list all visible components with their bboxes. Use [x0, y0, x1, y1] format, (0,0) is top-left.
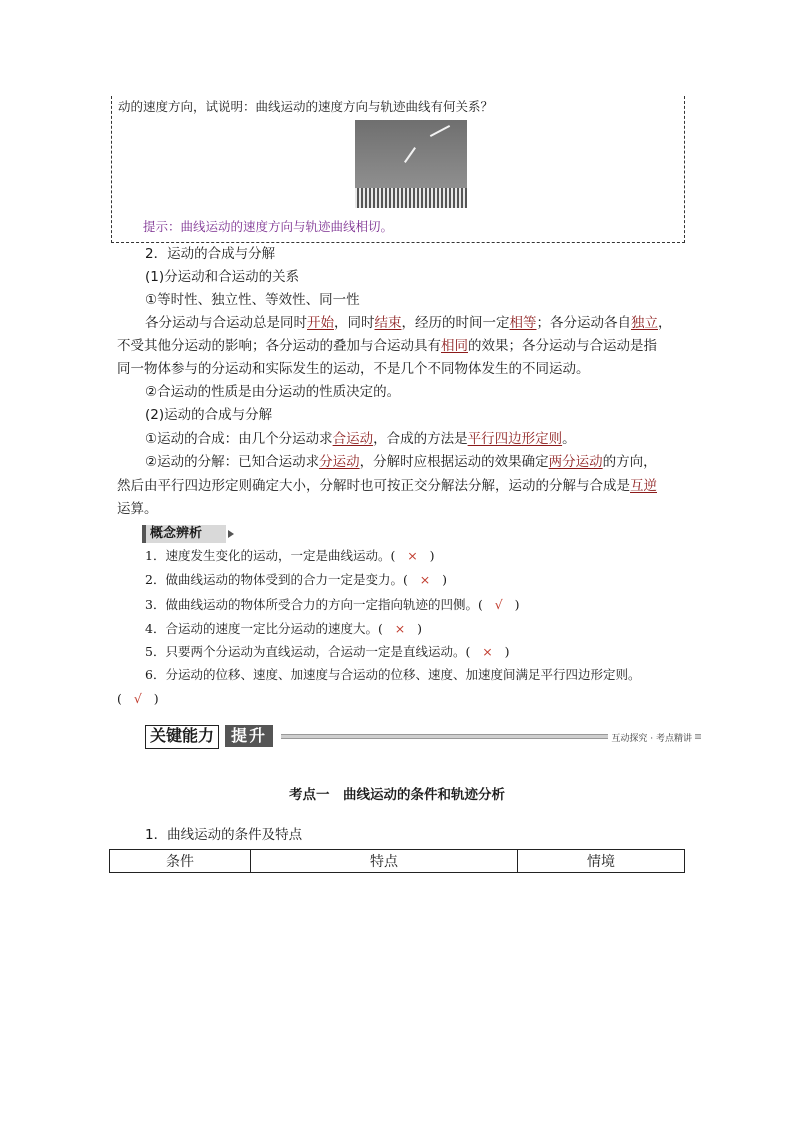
- decomposition-line: ②运动的分解：已知合运动求分运动，分解时应根据运动的效果确定两分运动的方向，: [145, 454, 657, 470]
- subheading-1: (1)分运动和合运动的关系: [145, 269, 300, 285]
- wrong-mark-icon: ×: [482, 644, 493, 659]
- concept-item: 5．只要两个分运动为直线运动，合运动一定是直线运动。( × ): [145, 644, 510, 659]
- section-heading: 2．运动的合成与分解: [145, 246, 276, 262]
- wrong-mark-icon: ×: [394, 621, 406, 636]
- concept-item: 1．速度发生变化的运动，一定是曲线运动。( × ): [145, 548, 435, 563]
- item-1: ①等时性、独立性、等效性、同一性: [145, 292, 360, 308]
- concept-item-6-answer: ( √ ): [117, 691, 159, 706]
- kaodian-title: 考点一 曲线运动的条件和轨迹分析: [289, 787, 505, 803]
- decomposition-line-3: 运算。: [117, 501, 158, 517]
- triangle-icon: [228, 530, 234, 538]
- concept-tag: 概念辨析: [142, 525, 226, 543]
- banner-highlight: 提升: [225, 725, 273, 747]
- table-header: 情境: [518, 850, 685, 873]
- concept-item: 4．合运动的速度一定比分运动的速度大。( × ): [145, 621, 423, 636]
- subheading-2: (2)运动的合成与分解: [145, 407, 273, 423]
- table-header: 条件: [110, 850, 251, 873]
- paragraph-line-3: 同一物体参与的分运动和实际发生的运动，不是几个不同物体发生的不同运动。: [117, 361, 590, 377]
- banner-title: 关键能力: [145, 725, 219, 749]
- hint-text: 提示：曲线运动的速度方向与轨迹曲线相切。: [143, 219, 394, 234]
- item-2: ②合运动的性质是由分运动的性质决定的。: [145, 384, 401, 400]
- curve-motion-photo: [355, 120, 467, 208]
- conditions-table: [109, 849, 685, 873]
- question-text: 动的速度方向，试说明：曲线运动的速度方向与轨迹曲线有何关系？: [118, 99, 494, 114]
- paragraph-line-2: 不受其他分运动的影响；各分运动的叠加与合运动具有相同的效果；各分运动与合运动是指: [117, 338, 657, 354]
- decomposition-line-2: 然后由平行四边形定则确定大小，分解时也可按正交分解法分解，运动的分解与合成是互逆: [117, 478, 657, 494]
- check-mark-icon: √: [133, 691, 142, 706]
- kaodian-item-1: 1．曲线运动的条件及特点: [145, 827, 303, 843]
- concept-item: 3．做曲线运动的物体所受合力的方向一定指向轨迹的凹侧。( √ ): [145, 597, 520, 612]
- section-banner: [145, 725, 701, 747]
- table-header: 特点: [251, 850, 518, 873]
- check-mark-icon: √: [494, 597, 503, 612]
- paragraph-line-1: 各分运动与合运动总是同时开始，同时结束，经历的时间一定相等；各分运动各自独立，: [145, 315, 672, 331]
- synthesis-line: ①运动的合成：由几个分运动求合运动，合成的方法是平行四边形定则。: [145, 431, 576, 447]
- wrong-mark-icon: ×: [419, 572, 431, 587]
- banner-subtitle: 互动探究 · 考点精讲: [608, 731, 695, 744]
- concept-item: 2．做曲线运动的物体受到的合力一定是变力。( × ): [145, 572, 448, 587]
- concept-item: 6．分运动的位移、速度、加速度与合运动的位移、速度、加速度间满足平行四边形定则。: [145, 667, 641, 682]
- wrong-mark-icon: ×: [407, 548, 418, 563]
